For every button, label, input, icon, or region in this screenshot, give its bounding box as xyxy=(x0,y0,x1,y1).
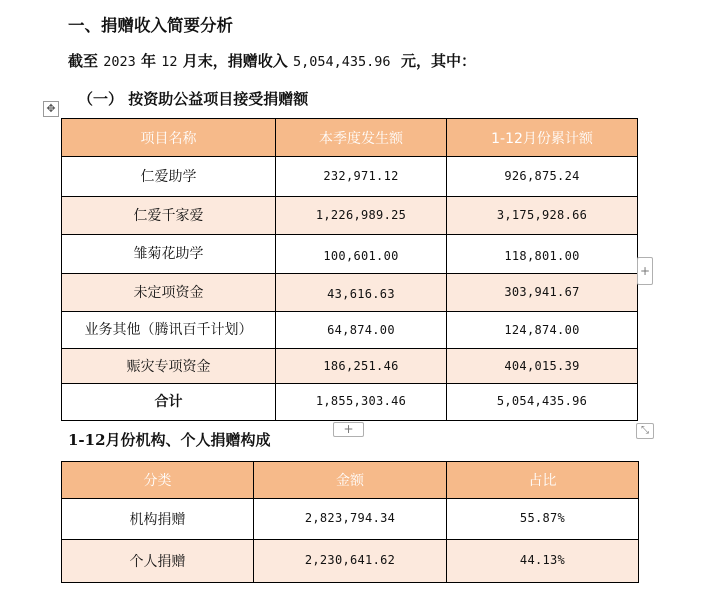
table-row xyxy=(62,197,638,235)
table-resize-handle-icon[interactable]: ⤡ xyxy=(636,423,654,439)
table-row xyxy=(62,157,638,197)
total-label-cell[interactable]: 合计 xyxy=(62,384,276,421)
header-ytd-amount: 1-12月份累计额 xyxy=(447,119,638,157)
section-title: 一、捐赠收入简要分析 xyxy=(68,16,233,35)
summary-year-suffix: 年 xyxy=(141,52,157,70)
quarter-amount-cell[interactable]: 232,971.12 xyxy=(276,157,447,197)
ytd-amount-cell[interactable]: 3,175,928.66 xyxy=(447,197,638,235)
table-total-row xyxy=(62,384,638,421)
donation-composition-table xyxy=(61,461,639,583)
quarter-amount-cell[interactable]: 186,251.46 xyxy=(276,349,447,384)
project-name-cell[interactable]: 仁爱助学 xyxy=(62,157,276,197)
ytd-amount-cell[interactable]: 118,801.00 xyxy=(447,235,638,274)
summary-suffix: 元，其中： xyxy=(401,52,477,70)
project-name-cell[interactable]: 仁爱千家爱 xyxy=(62,197,276,235)
summary-month-suffix: 月末，捐赠收入 xyxy=(182,52,288,70)
summary-month: 12 xyxy=(161,54,178,70)
table-row xyxy=(62,540,639,583)
income-summary xyxy=(68,50,476,71)
header-project-name: 项目名称 xyxy=(62,119,276,157)
ytd-amount-cell[interactable]: 124,874.00 xyxy=(447,312,638,349)
project-donation-table xyxy=(61,118,638,421)
total-quarter-cell[interactable]: 1,855,303.46 xyxy=(276,384,447,421)
add-column-button[interactable]: + xyxy=(637,257,653,285)
project-name-cell[interactable]: 雏菊花助学 xyxy=(62,235,276,274)
table-header-row xyxy=(62,119,638,157)
header-amount: 金额 xyxy=(254,462,447,499)
amount-cell[interactable]: 2,230,641.62 xyxy=(254,540,447,583)
project-name-cell[interactable]: 赈灾专项资金 xyxy=(62,349,276,384)
summary-year: 2023 xyxy=(103,54,136,70)
table-row xyxy=(62,349,638,384)
share-cell[interactable]: 55.87% xyxy=(447,499,639,540)
header-quarter-amount: 本季度发生额 xyxy=(276,119,447,157)
quarter-amount-cell[interactable]: 1,226,989.25 xyxy=(276,197,447,235)
add-row-button[interactable]: + xyxy=(333,422,364,437)
table-row xyxy=(62,499,639,540)
share-cell[interactable]: 44.13% xyxy=(447,540,639,583)
table-header-row xyxy=(62,462,639,499)
table-row xyxy=(62,312,638,349)
header-category: 分类 xyxy=(62,462,254,499)
quarter-amount-cell[interactable]: 43,616.63 xyxy=(276,274,447,312)
total-ytd-cell[interactable]: 5,054,435.96 xyxy=(447,384,638,421)
table-move-handle-icon[interactable]: ✥ xyxy=(43,101,59,117)
header-share: 占比 xyxy=(447,462,639,499)
project-name-cell[interactable]: 业务其他（腾讯百千计划） xyxy=(62,312,276,349)
ytd-amount-cell[interactable]: 303,941.67 xyxy=(447,274,638,312)
table-row xyxy=(62,274,638,312)
category-cell[interactable]: 机构捐赠 xyxy=(62,499,254,540)
ytd-amount-cell[interactable]: 926,875.24 xyxy=(447,157,638,197)
category-cell[interactable]: 个人捐赠 xyxy=(62,540,254,583)
composition-title: 1-12月份机构、个人捐赠构成 xyxy=(68,431,271,449)
summary-prefix: 截至 xyxy=(68,52,99,70)
summary-amount: 5,054,435.96 xyxy=(293,54,391,70)
table-row xyxy=(62,235,638,274)
quarter-amount-cell[interactable]: 64,874.00 xyxy=(276,312,447,349)
subsection-title: （一） 按资助公益项目接受捐赠额 xyxy=(78,90,309,108)
amount-cell[interactable]: 2,823,794.34 xyxy=(254,499,447,540)
project-name-cell[interactable]: 未定项资金 xyxy=(62,274,276,312)
quarter-amount-cell[interactable]: 100,601.00 xyxy=(276,235,447,274)
ytd-amount-cell[interactable]: 404,015.39 xyxy=(447,349,638,384)
